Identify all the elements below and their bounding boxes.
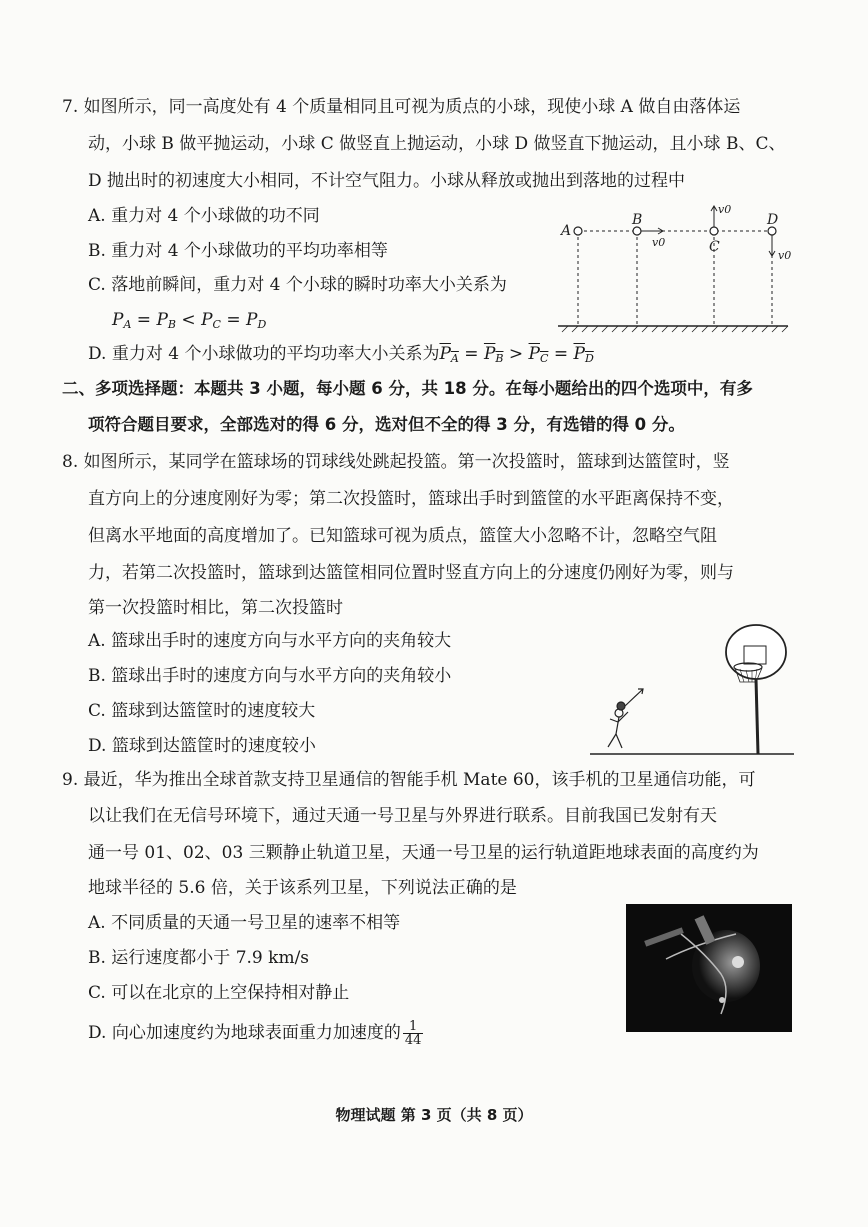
q8-stem-line-1: 8. 如图所示，某同学在篮球场的罚球线处跳起投篮。第一次投篮时，篮球到达篮筐时，竖	[62, 452, 730, 472]
q8-stem-line-2: 直方向上的分速度刚好为零；第二次投篮时，篮球出手时到篮筐的水平距离保持不变，	[88, 489, 734, 509]
v0-label-b: v0	[652, 236, 666, 249]
v0-label-d: v0	[778, 249, 792, 262]
label-b: B	[632, 212, 643, 228]
q9-option-a: A. 不同质量的天通一号卫星的速率不相等	[88, 913, 401, 933]
q8-stem-line-5: 第一次投篮时相比，第二次投篮时	[88, 598, 343, 618]
q7-option-c: C. 落地前瞬间，重力对 4 个小球的瞬时功率大小关系为	[88, 275, 507, 295]
q7-option-b: B. 重力对 4 个小球做功的平均功率相等	[88, 241, 388, 261]
q7-stem-line-1: 7. 如图所示，同一高度处有 4 个质量相同且可视为质点的小球，现使小球 A 做自由落体运	[62, 97, 741, 117]
page-footer: 物理试题 第 3 页（共 8 页）	[335, 1106, 533, 1124]
q9-stem-line-3: 通一号 01、02、03 三颗静止轨道卫星，天通一号卫星的运行轨道距地球表面的高度约为	[88, 843, 759, 863]
q8-stem-line-3: 但离水平地面的高度增加了。已知篮球可视为质点，篮筐大小忽略不计，忽略空气阻	[88, 526, 717, 546]
q7-stem-line-2: 动，小球 B 做平抛运动，小球 C 做竖直上抛运动，小球 D 做竖直下抛运动，且小球 B、C、	[88, 134, 786, 154]
q7-stem-line-3: D 抛出时的初速度大小相同，不计空气阻力。小球从释放或抛出到落地的过程中	[88, 171, 686, 191]
q7-option-a: A. 重力对 4 个小球做的功不同	[88, 206, 320, 226]
satellite-photo	[626, 904, 792, 1032]
section2-line-1: 二、多项选择题：本题共 3 小题，每小题 6 分，共 18 分。在每小题给出的四个选项中，有多	[62, 379, 753, 398]
label-a: A	[561, 223, 572, 239]
q8-option-c: C. 篮球到达篮筐时的速度较大	[88, 701, 316, 721]
q8-stem-line-4: 力，若第二次投篮时，篮球到达篮筐相同位置时竖直方向上的分速度仍刚好为零，则与	[88, 563, 734, 583]
v0-label-c: v0	[718, 203, 732, 216]
label-c: C	[709, 239, 720, 255]
q9-option-d: D. 向心加速度约为地球表面重力加速度的 $\frac{1}{44}$	[88, 1019, 422, 1048]
fraction: $\frac{1}{44}$	[404, 1019, 422, 1048]
q9-option-c: C. 可以在北京的上空保持相对静止	[88, 983, 350, 1003]
q9-stem-line-1: 9. 最近，华为推出全球首款支持卫星通信的智能手机 Mate 60，该手机的卫星通信功能，可	[62, 770, 756, 790]
label-d: D	[767, 212, 779, 228]
q7-option-c-formula: $P_A = P_B < P_C = P_D$	[112, 310, 267, 331]
q8-option-d: D. 篮球到达篮筐时的速度较小	[88, 736, 316, 756]
q9-option-b: B. 运行速度都小于 7.9 km/s	[88, 948, 310, 968]
q8-option-a: A. 篮球出手时的速度方向与水平方向的夹角较大	[88, 631, 452, 651]
q8-option-b: B. 篮球出手时的速度方向与水平方向的夹角较小	[88, 666, 452, 686]
section2-line-2: 项符合题目要求，全部选对的得 6 分，选对但不全的得 3 分，有选错的得 0 分。	[88, 415, 685, 434]
q8-basketball-figure	[588, 622, 798, 762]
q7-balls-figure	[548, 198, 798, 344]
q7-option-d: D. 重力对 4 个小球做功的平均功率大小关系为$P_A = P_B > P_C = P_D$	[88, 344, 594, 365]
q9-stem-line-2: 以让我们在无信号环境下，通过天通一号卫星与外界进行联系。目前我国已发射有天	[88, 806, 717, 826]
q9-stem-line-4: 地球半径的 5.6 倍，关于该系列卫星，下列说法正确的是	[88, 878, 517, 898]
